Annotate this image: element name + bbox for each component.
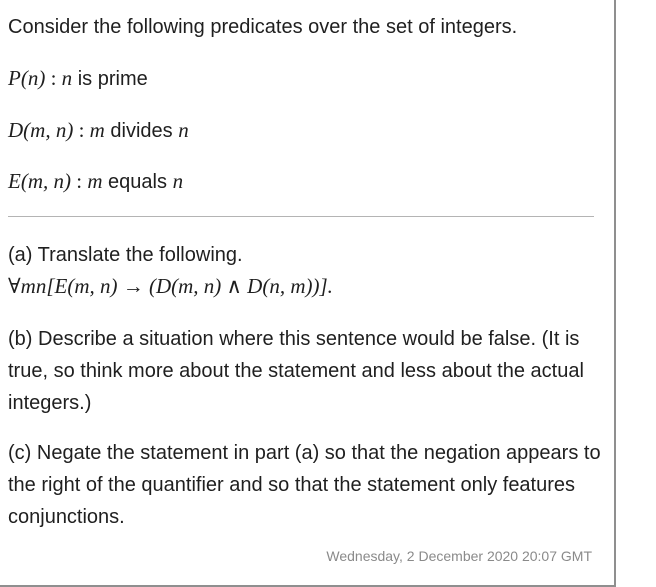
part-b-text: (b) Describe a situation where this sentence would be false. (It is true, so think more about the statement and less about the actual integers.) bbox=[8, 328, 584, 414]
predicate-variable: m bbox=[87, 169, 103, 193]
predicate-separator: : bbox=[70, 169, 88, 193]
section-divider bbox=[8, 216, 594, 217]
part-c-text: (c) Negate the statement in part (a) so that the negation appears to the right of the quantifier and so that the statement only features conjunctions. bbox=[8, 442, 601, 528]
predicate-prime bbox=[8, 66, 148, 91]
predicate-description: divides bbox=[104, 120, 179, 142]
predicate-variable-2: n bbox=[172, 169, 184, 193]
predicate-separator: : bbox=[45, 66, 62, 90]
predicate-symbol: E(m, n) bbox=[8, 169, 71, 193]
predicate-symbol: D(m, n) bbox=[8, 118, 74, 142]
part-a-text: (a) Translate the following. bbox=[8, 244, 243, 266]
timestamp: Wednesday, 2 December 2020 20:07 GMT bbox=[326, 548, 592, 564]
predicate-description: is prime bbox=[72, 68, 148, 90]
part-a-formula: ∀mn[E(m, n) → (D(m, n) ∧ D(n, m))]. bbox=[8, 274, 333, 298]
intro-text: Consider the following predicates over the set of integers. bbox=[8, 16, 518, 38]
predicate-divides bbox=[8, 118, 189, 143]
predicate-variable: m bbox=[89, 118, 105, 142]
predicate-symbol: P(n) bbox=[8, 66, 46, 90]
predicate-separator: : bbox=[73, 118, 90, 142]
predicate-equals bbox=[8, 169, 183, 194]
predicate-variable-2: n bbox=[178, 118, 189, 142]
predicate-variable: n bbox=[61, 66, 73, 90]
predicate-description: equals bbox=[102, 171, 173, 193]
